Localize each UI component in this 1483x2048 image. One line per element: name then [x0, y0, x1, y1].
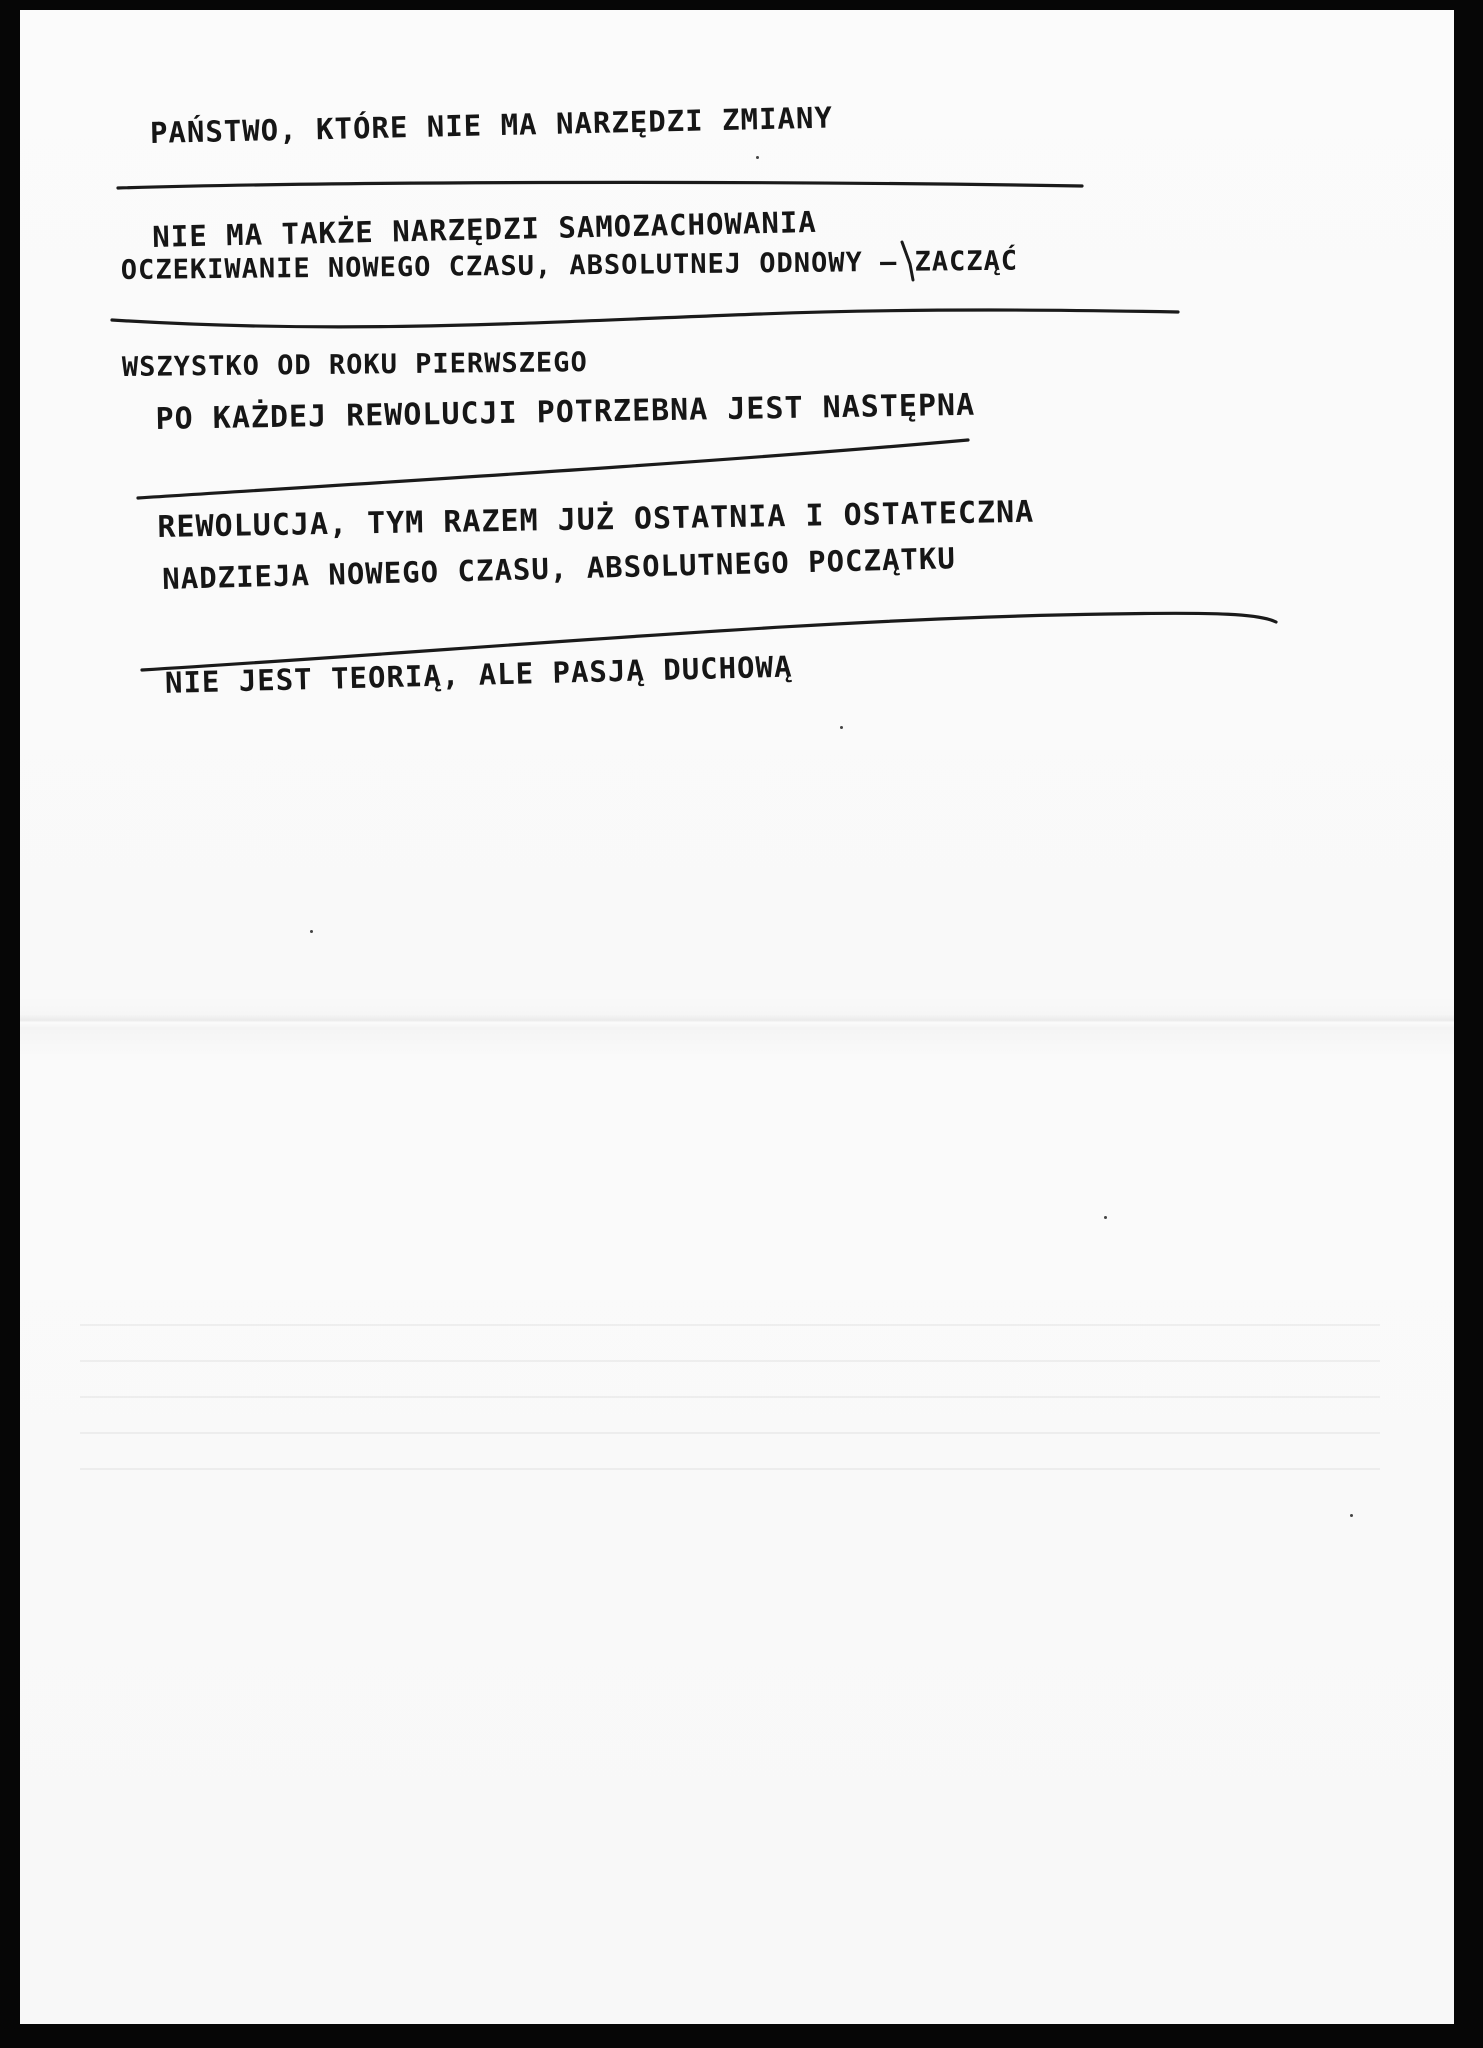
speck [1104, 1216, 1107, 1219]
speck [1350, 1514, 1353, 1517]
note-2-line-2: WSZYSTKO OD ROKU PIERWSZEGO [121, 347, 588, 383]
note-1-line-1: PAŃSTWO, KTÓRE NIE MA NARZĘDZI ZMIANY [149, 100, 834, 150]
note-4-line-2: NIE JEST TEORIĄ, ALE PASJĄ DUCHOWĄ [164, 649, 793, 700]
paper-sheet [20, 10, 1454, 2024]
speck [756, 156, 759, 159]
speck [840, 726, 843, 729]
note-4-line-1: NADZIEJA NOWEGO CZASU, ABSOLUTNEGO POCZĄTKU [161, 540, 957, 596]
note-3-line-2: REWOLUCJA, TYM RAZEM JUŻ OSTATNIA I OSTATECZNA [157, 494, 1035, 545]
note-3-line-1: PO KAŻDEJ REWOLUCJI POTRZEBNA JEST NASTĘPNA [155, 387, 976, 437]
note-2-line-1: OCZEKIWANIE NOWEGO CZASU, ABSOLUTNEJ ODNOWY – ZACZĄĆ [120, 245, 1019, 286]
note-1-line-2: NIE MA TAKŻE NARZĘDZI SAMOZACHOWANIA [151, 204, 818, 254]
speck [310, 930, 313, 933]
